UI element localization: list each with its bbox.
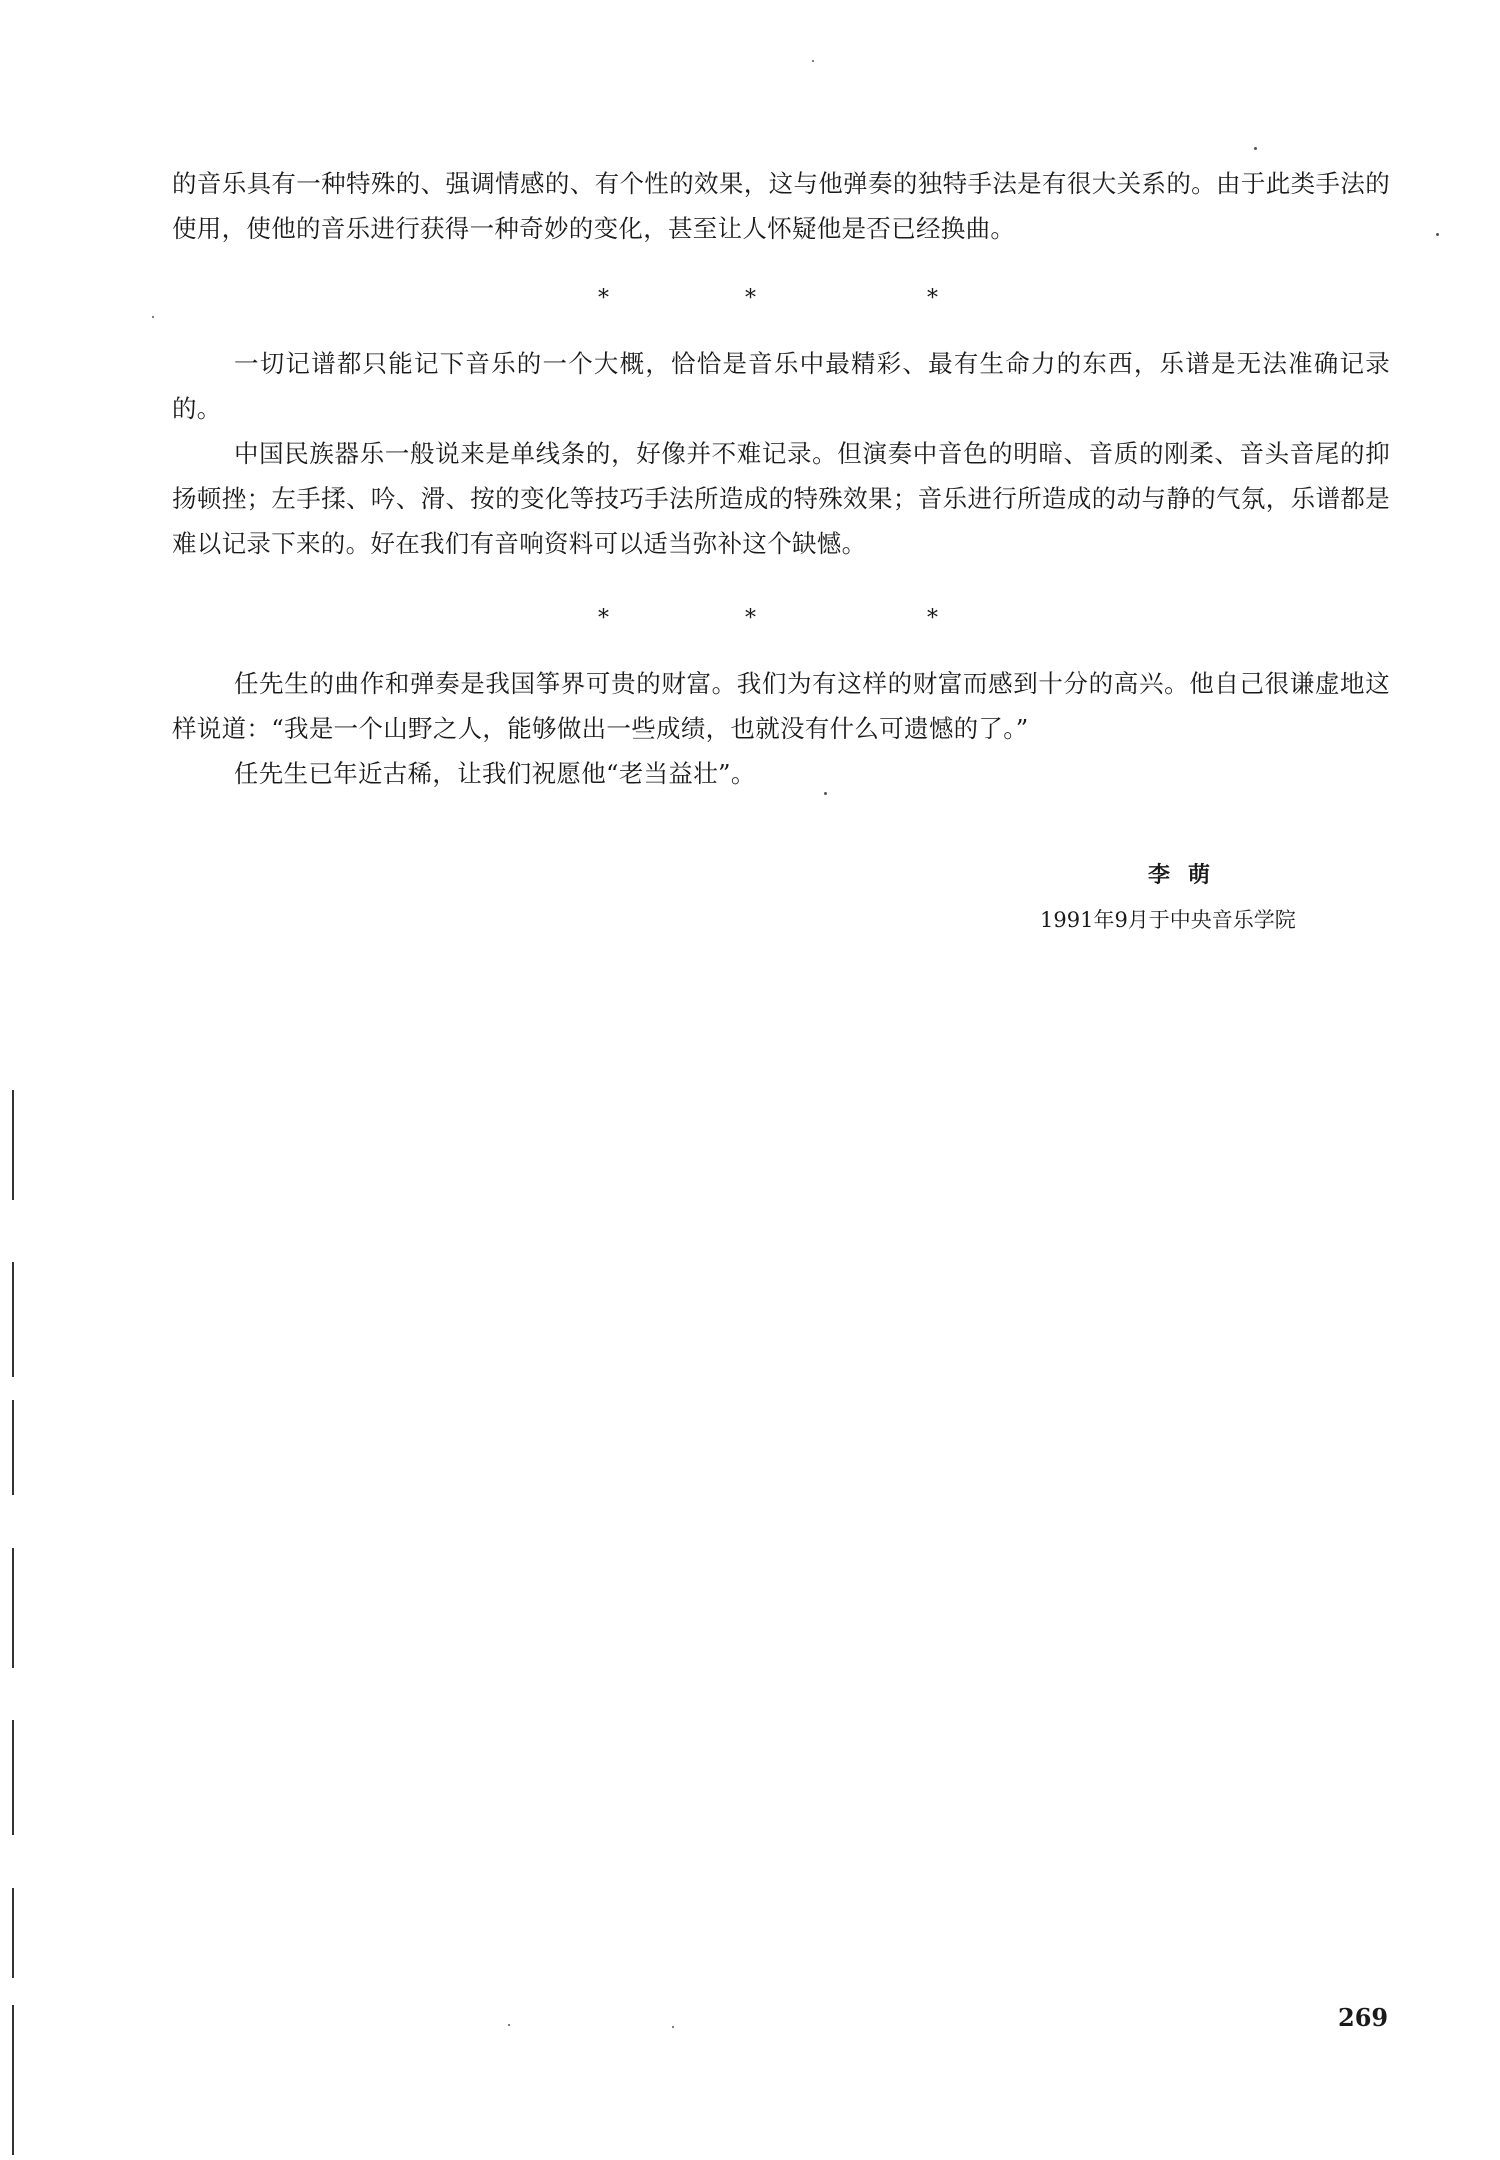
scan-speck [508,2024,510,2026]
paragraph-1: 的音乐具有一种特殊的、强调情感的、有个性的效果，这与他弹奏的独特手法是有很大关系的。由于此类手法的使用，使他的音乐进行获得一种奇妙的变化，甚至让人怀疑他是否已经换曲。 [172,169,1390,243]
margin-scan-line [12,1888,14,1978]
section-separator-2 [0,606,1500,636]
paragraph-4: 任先生的曲作和弹奏是我国筝界可贵的财富。我们为有这样的财富而感到十分的高兴。他自己很谦虚地这样说道：“我是一个山野之人，能够做出一些成绩，也就没有什么可遗憾的了。” [172,669,1390,743]
paragraph-3: 中国民族器乐一般说来是单线条的，好像并不难记录。但演奏中音色的明暗、音质的刚柔、音头音尾的抑扬顿挫；左手揉、吟、滑、按的变化等技巧手法所造成的特殊效果；音乐进行所造成的动与静的气氛，乐谱都是难以记录下来的。好在我们有音响资料可以适当弥补这个缺憾。 [172,439,1390,558]
scan-speck [812,60,814,62]
page-number: 269 [1338,2003,1389,2032]
dateline: 1991年9月于中央音乐学院 [1040,908,1296,932]
separator-star: * [745,286,756,311]
scan-speck [152,316,154,318]
separator-star: * [598,606,609,631]
margin-scan-line [12,1720,14,1835]
margin-scan-line [12,1262,14,1377]
separator-star: * [745,606,756,631]
separator-star: * [598,286,609,311]
author-signature: 李萌 [1148,862,1229,888]
scan-speck [1254,147,1257,150]
scan-speck [1436,233,1439,236]
scan-speck [824,792,827,795]
separator-star: * [927,286,938,311]
scan-speck [672,2026,674,2028]
margin-scan-line [12,1400,14,1495]
section-separator-1 [0,286,1500,316]
paragraph-5: 任先生已年近古稀，让我们祝愿他“老当益壮”。 [234,759,756,788]
margin-scan-line [12,2005,14,2155]
paragraph-2: 一切记谱都只能记下音乐的一个大概，恰恰是音乐中最精彩、最有生命力的东西，乐谱是无法准确记录的。 [172,349,1390,423]
margin-scan-line [12,1548,14,1668]
separator-star: * [927,606,938,631]
margin-scan-line [12,1090,14,1200]
